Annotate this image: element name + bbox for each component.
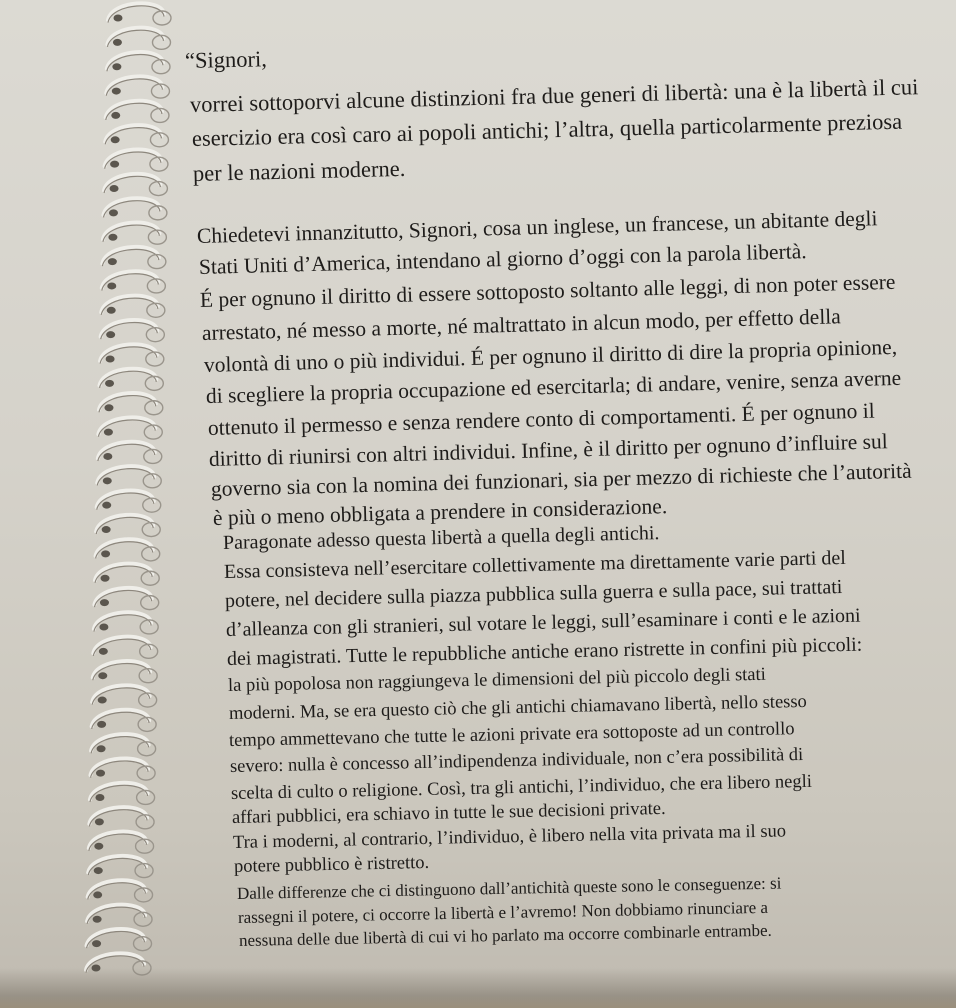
paragraph-1-line-1: vorrei sottoporvi alcune distinzioni fra due generi di libertà: una è la libertà il cui — [189, 74, 919, 117]
paragraph-3-line-3: potere, nel decidere sulla piazza pubblica sulla guerra e sulla pace, sui trattati — [224, 575, 843, 612]
paragraph-2-line-5: volontà di uno o più individui. É per ognuno il diritto di dire la propria opinione, — [203, 334, 898, 377]
paragraph-3-line-11: affari pubblici, era schiavo in tutte le sue decisioni private. — [231, 798, 666, 828]
paragraph-2-line-4: arrestato, né messo a morte, né maltrattato in alcun modo, per effetto della — [201, 304, 842, 345]
paragraph-4-line-1: Dalle differenze che ci distinguono dall’antichità queste sono le conseguenze: si — [236, 873, 782, 903]
paragraph-1-line-2: esercizio era così caro ai popoli antichi; l’altra, quella particolarmente preziosa — [191, 108, 903, 151]
paragraph-3-line-13: potere pubblico è ristretto. — [233, 852, 430, 877]
paragraph-3-line-8: tempo ammettevano che tutte le azioni private era sottoposte ad un controllo — [228, 719, 795, 751]
paragraph-3-line-6: la più popolosa non raggiungeva le dimensioni del più piccolo degli stati — [227, 664, 767, 696]
paragraph-3-line-12: Tra i moderni, al contrario, l’individuo, è libero nella vita privata ma il suo — [232, 821, 787, 853]
paragraph-3-line-7: moderni. Ma, se era questo ciò che gli antichi chiamavano libertà, nello stesso — [228, 691, 808, 724]
paragraph-2-line-1: Chiedetevi innanzitutto, Signori, cosa un inglese, un francese, un abitante degli — [196, 206, 878, 248]
paragraph-2-line-2: Stati Uniti d’America, intendano al giorno d’oggi con la parola libertà. — [198, 239, 807, 279]
paragraph-3-line-1: Paragonate adesso questa libertà a quella degli antichi. — [222, 522, 660, 554]
paragraph-3-line-10: scelta di culto o religione. Così, tra gli antichi, l’individuo, che era libero negli — [230, 771, 813, 804]
paragraph-2-line-8: diritto di riunirsi con altri individui. Infine, è il diritto per ognuno d’influire sul — [208, 429, 888, 471]
paragraph-2-line-3: É per ognuno il diritto di essere sottoposto soltanto alle leggi, di non poter essere — [199, 269, 896, 312]
paragraph-4-line-2: rassegni il potere, ci occorre la libertà e l’avremo! Non dobbiamo rinunciare a — [237, 897, 769, 927]
paragraph-2-line-7: ottenuto il permesso e senza rendere conto di comportamenti. É per ognuno il — [207, 398, 875, 440]
paragraph-1-line-3: per le nazioni moderne. — [192, 155, 406, 186]
paragraph-3-line-9: severo: nulla è concesso all’indipendenza individuale, non c’era possibilità di — [229, 744, 804, 777]
paragraph-3-line-5: dei magistrati. Tutte le repubbliche antiche erano ristrette in confini più piccoli: — [226, 633, 863, 670]
paragraph-3-line-4: d’alleanza con gli stranieri, sul votare le leggi, sull’esaminare i conti e le azioni — [225, 604, 861, 641]
paragraph-2-line-10: è più o meno obbligata a prendere in considerazione. — [212, 494, 668, 530]
salutation: “Signori, — [184, 46, 268, 73]
bottom-shadow — [0, 968, 956, 1008]
paragraph-4-line-3: nessuna delle due libertà di cui vi ho parlato ma occorre combinarle entrambe. — [238, 920, 773, 950]
paragraph-2-line-6: di scegliere la propria occupazione ed esercitarla; di andare, venire, senza averne — [205, 365, 902, 408]
paragraph-3-line-2: Essa consisteva nell’esercitare collettivamente ma direttamente varie parti del — [223, 546, 847, 583]
paragraph-2-line-9: governo sia con la nomina dei funzionari, sia per mezzo di richieste che l’autorità — [210, 458, 912, 501]
